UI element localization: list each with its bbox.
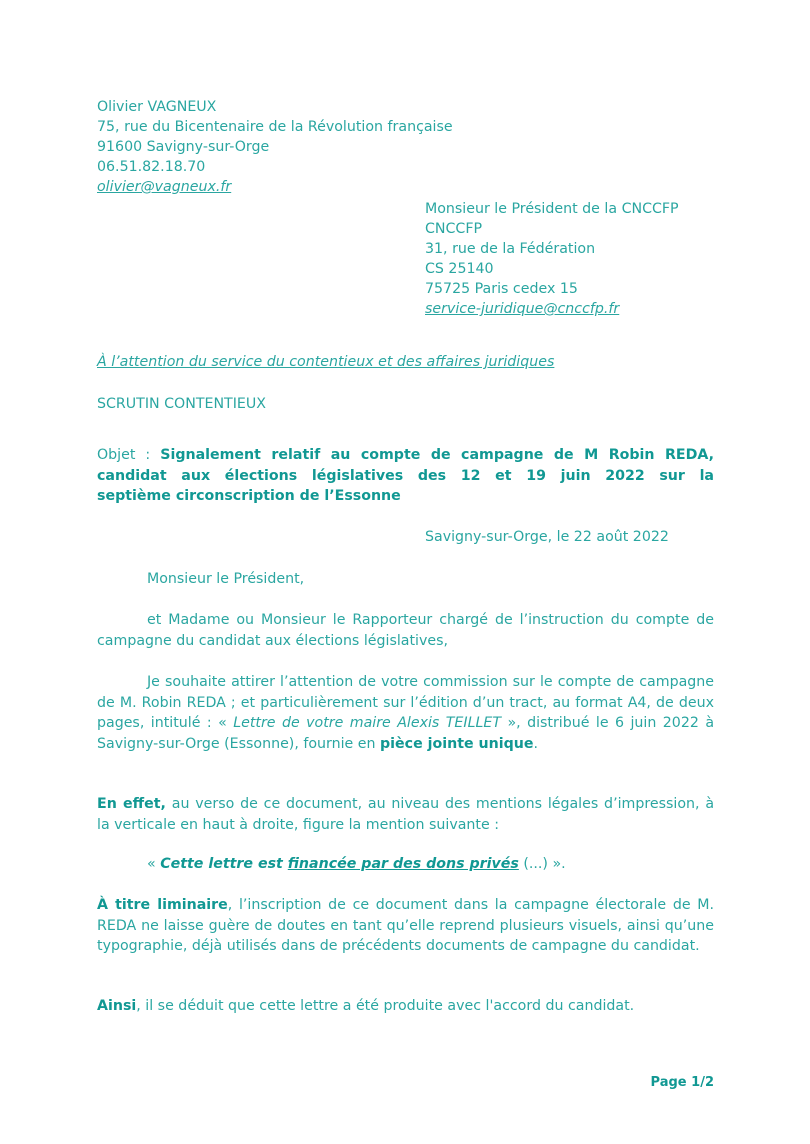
para-ainsi-text: , il se déduit que cette lettre a été produite avec l'accord du candidat. [136,998,635,1014]
recipient-email-link[interactable]: service-juridique@cnccfp.fr [425,301,620,317]
para-souhaite [97,672,714,754]
date-line: Savigny-sur-Orge, le 22 août 2022 [425,529,669,545]
recipient-org: CNCCFP [425,221,483,237]
scrutin-heading: SCRUTIN CONTENTIEUX [97,396,266,412]
objet-label: Objet : [97,447,151,463]
en-effet-bold: En effet, [97,796,166,812]
sender-email-link[interactable]: olivier@vagneux.fr [97,179,232,195]
para-souhaite-text-1: Je souhaite attirer l’attention de votre commission sur le compte de campagne de M. Robin REDA ; et particulièrement sur l’édition d’un tract, au format A4, de deux pages, intitulé : « [97,674,714,731]
quote-open: « [147,856,161,872]
sender-phone: 06.51.82.18.70 [97,159,206,175]
objet-line-1: Signalement relatif au compte de campagne de M Robin REDA, [160,447,714,463]
tract-title: Lettre de votre maire Alexis TEILLET [233,715,502,731]
para-liminaire-text: , l’inscription de ce document dans la campagne électorale de M. REDA ne laisse guère de doutes en tant qu’elle reprend plusieurs visuels, ainsi qu’une typographie, déjà utilisés dans de précédents documents de campagne du candidat. [97,897,714,954]
ainsi-bold: Ainsi [97,998,137,1014]
para-rapporteur-text: et Madame ou Monsieur le Rapporteur chargé de l’instruction du compte de campagne du candidat aux élections législatives, [97,612,714,649]
quote-close: (...) ». [518,856,566,872]
recipient-city: 75725 Paris cedex 15 [425,281,578,297]
quote-bold-italic: Cette lettre est [160,856,288,872]
para-souhaite-text-3: . [533,735,539,752]
para-ainsi [97,996,714,1017]
salutation-block [97,569,714,590]
para-souhaite-text-2: », distribué le 6 juin 2022 à Savigny-sur-Orge (Essonne), fournie en [97,715,715,752]
objet-line-3: septième circonscription de l’Essonne [97,488,401,504]
sender-address: 75, rue du Bicentenaire de la Révolution française [97,119,453,135]
recipient-cs: CS 25140 [425,261,494,277]
quote-bold-italic-underline: financée par des dons privés [287,856,519,872]
para-effet [97,794,714,835]
attention-line: À l’attention du service du contentieux et des affaires juridiques [97,354,555,370]
page-number: Page 1/2 [650,1075,714,1090]
titre-liminaire-bold: À titre liminaire [97,897,228,913]
piece-jointe-bold: pièce jointe unique [380,735,534,752]
para-liminaire [97,895,714,957]
para-rapporteur [97,610,714,651]
para-effet-text: au verso de ce document, au niveau des mentions légales d’impression, à la verticale en haut à droite, figure la mention suivante : [97,796,715,833]
sender-city: 91600 Savigny-sur-Orge [97,139,270,155]
recipient-address: 31, rue de la Fédération [425,241,596,257]
quote-block [97,854,714,875]
recipient-title: Monsieur le Président de la CNCCFP [425,201,679,217]
objet-line-2: candidat aux élections législatives des 12 et 19 juin 2022 sur la [97,467,714,484]
sender-name: Olivier VAGNEUX [97,99,217,115]
objet-block [97,445,714,507]
salutation: Monsieur le Président, [147,571,305,587]
